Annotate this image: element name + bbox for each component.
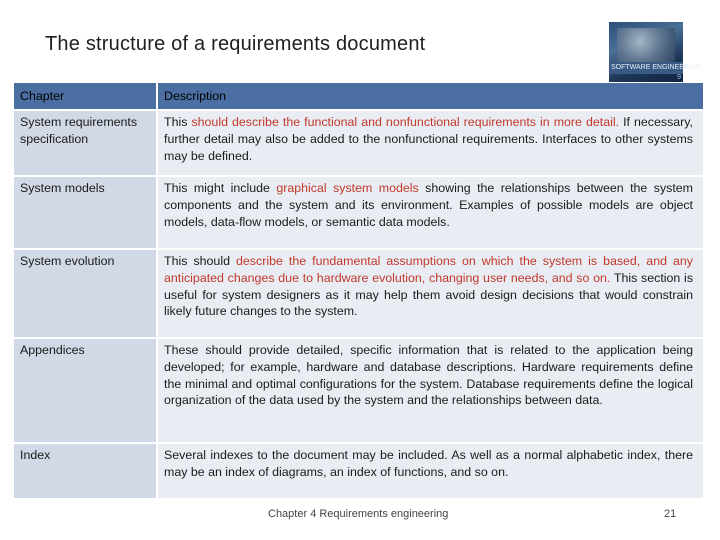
description-cell: Several indexes to the document may be included. As well as a normal alphabetic index, there may be an index of diagrams, an index of functions, and so on. bbox=[158, 444, 703, 500]
page-number: 21 bbox=[664, 508, 677, 520]
highlighted-text: should describe the functional and nonfunctional requirements in more detail. bbox=[191, 115, 620, 129]
book-cover-photo bbox=[617, 28, 675, 62]
table-header-row bbox=[14, 83, 703, 111]
chapter-cell: System evolution bbox=[14, 250, 158, 339]
chapter-cell: Index bbox=[14, 444, 158, 500]
table-row bbox=[14, 111, 703, 177]
book-cover-title: SOFTWARE ENGINEERING bbox=[611, 64, 702, 71]
table-row bbox=[14, 339, 703, 444]
highlighted-text: graphical system models bbox=[276, 181, 419, 195]
description-cell: This should describe the fundamental assumptions on which the system is based, and any anticipated changes due to hardware evolution, changing user needs, and so on. This section is useful for system designers as it may help them avoid design decisions that would constrain likely future changes to the system. bbox=[158, 250, 703, 339]
book-cover-image bbox=[609, 22, 702, 82]
chapter-cell: Appendices bbox=[14, 339, 158, 444]
chapter-cell: System requirements specification bbox=[14, 111, 158, 177]
table-row bbox=[14, 444, 703, 500]
header-chapter: Chapter bbox=[14, 83, 158, 111]
description-cell: This should describe the functional and nonfunctional requirements in more detail. If necessary, further detail may also be added to the nonfunctional requirements. Interfaces to other systems may be defined. bbox=[158, 111, 703, 177]
description-cell: These should provide detailed, specific information that is related to the application being developed; for example, hardware and database descriptions. Hardware requirements define the minimal and optimal configurations for the system. Database requirements define the logical organization of the data used by the system and the relationships between data. bbox=[158, 339, 703, 444]
description-cell: This might include graphical system models showing the relationships between the system components and the system and its environment. Examples of possible models are object models, data-flow models, or semantic data models. bbox=[158, 177, 703, 250]
requirements-structure-table bbox=[14, 83, 703, 500]
slide-title: The structure of a requirements document bbox=[45, 33, 426, 55]
highlighted-text: describe the fundamental assumptions on which the system is based, and any anticipated changes due to hardware evolution, changing user needs, and so on. bbox=[164, 254, 693, 285]
table-row bbox=[14, 250, 703, 339]
slide-footer: Chapter 4 Requirements engineering bbox=[268, 508, 449, 520]
book-edition: 9 bbox=[677, 74, 681, 81]
header-description: Description bbox=[158, 83, 703, 111]
chapter-cell: System models bbox=[14, 177, 158, 250]
table-row bbox=[14, 177, 703, 250]
